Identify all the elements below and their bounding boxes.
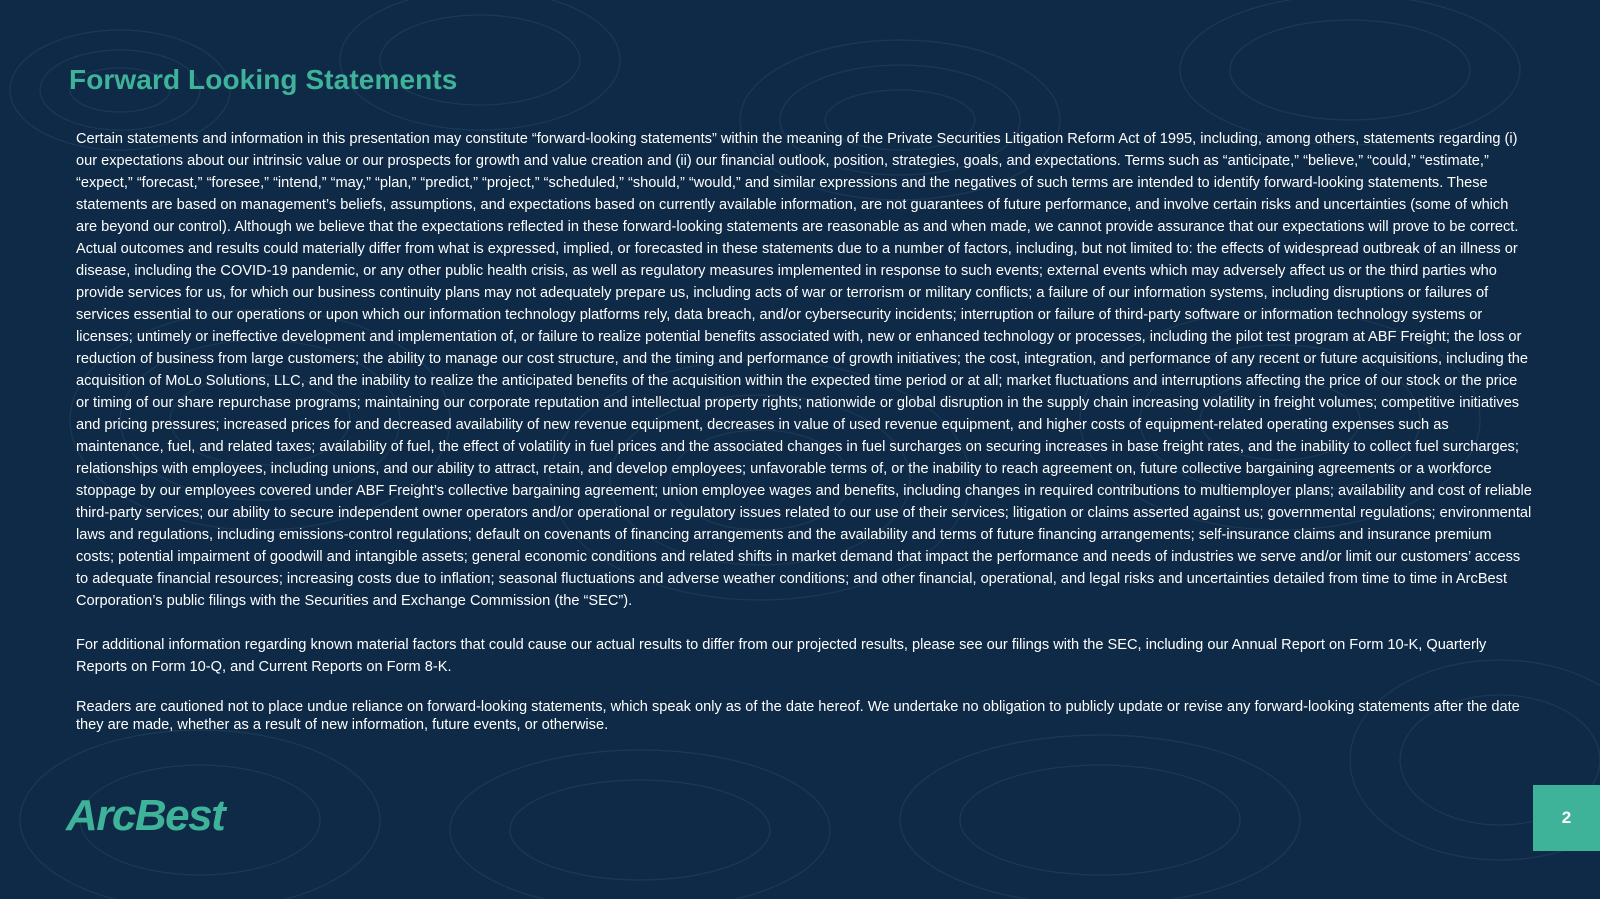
paragraph-forward-looking: Certain statements and information in this presentation may constitute “forward-looking statements” within the meaning of the Private Securities Litigation Reform Act of 1995, including, among others, statements regarding (i) our expectations about our intrinsic value or our prospects for growth and value creation and (ii) our financial outlook, position, strategies, goals, and expectations. Terms such as “anticipate,” “believe,” “could,” “estimate,” “expect,” “forecast,” “foresee,” “intend,” “may,” “plan,” “predict,” “project,” “scheduled,” “should,” “would,” and similar expressions and the negatives of such terms are intended to identify forward-looking statements. These statements are based on management’s beliefs, assumptions, and expectations based on currently available information, are not guarantees of future performance, and involve certain risks and uncertainties (some of which are beyond our control). Although we believe that the expectations reflected in these forward-looking statements are reasonable as and when made, we cannot provide assurance that our expectations will prove to be correct. Actual outcomes and results could materially differ from what is expressed, implied, or forecasted in these statements due to a number of factors, including, but not limited to: the effects of widespread outbreak of an illness or disease, including the COVID-19 pandemic, or any other public health crisis, as well as regulatory measures implemented in response to such events; external events which may adversely affect us or the third parties who provide services for us, for which our business continuity plans may not adequately prepare us, including acts of war or terrorism or military conflicts; a failure of our information systems, including disruptions or failures of services essential to our operations or upon which our information technology platforms rely, data breach, and/or cybersecurity incidents; interruption or failure of third-party software or information technology systems or licenses; untimely or ineffective development and implementation of, or failure to realize potential benefits associated with, new or enhanced technology or processes, including the pilot test program at ABF Freight; the loss or reduction of business from large customers; the ability to manage our cost structure, and the timing and performance of growth initiatives; the cost, integration, and performance of any recent or future acquisitions, including the acquisition of MoLo Solutions, LLC, and the inability to realize the anticipated benefits of the acquisition within the expected time period or at all; market fluctuations and interruptions affecting the price of our stock or the price or timing of our share repurchase programs; maintaining our corporate reputation and intellectual property rights; nationwide or global disruption in the supply chain increasing volatility in freight volumes; competitive initiatives and pricing pressures; increased prices for and decreased availability of new revenue equipment, decreases in value of used revenue equipment, and higher costs of equipment-related operating expenses such as maintenance, fuel, and related taxes; availability of fuel, the effect of volatility in fuel prices and the associated changes in fuel surcharges on securing increases in base freight rates, and the inability to collect fuel surcharges; relationships with employees, including unions, and our ability to attract, retain, and develop employees; unfavorable terms of, or the inability to reach agreement on, future collective bargaining agreements or a workforce stoppage by our employees covered under ABF Freight’s collective bargaining agreement; union employee wages and benefits, including changes in required contributions to multiemployer plans; availability and cost of reliable third-party services; our ability to secure independent owner operators and/or operational or regulatory issues related to our use of their services; litigation or claims asserted against us; governmental regulations; environmental laws and regulations, including emissions-control regulations; default on covenants of financing arrangements and the availability and terms of future financing arrangements; self-insurance claims and insurance premium costs; potential impairment of goodwill and intangible assets; general economic conditions and related shifts in market demand that impact the performance and needs of industries we serve and/or limit our customers’ access to adequate financial resources; increasing costs due to inflation; seasonal fluctuations and adverse weather conditions; and other financial, operational, and legal risks and uncertainties detailed from time to time in ArcBest Corporation’s public filings with the Securities and Exchange Commission (the “SEC”). [76,131,1532,609]
paragraph-caution: Readers are cautioned not to place undue reliance on forward-looking statements, which speak only as of the date hereof. We undertake no obligation to publicly update or revise any forward-looking statements after the date they are made, whether as a result of new information, future events, or otherwise. [76,699,1520,733]
page-number: 2 [1561,808,1572,827]
logo-text: ArcBest [66,792,225,838]
arcbest-logo [64,792,264,838]
paragraph-additional-information: For additional information regarding known material factors that could cause our actual results to differ from our projected results, please see our filings with the SEC, including our Annual Report on Form 10-K, Quarterly Reports on Form 10-Q, and Current Reports on Form 8-K. [76,637,1487,675]
page-number-badge [1533,785,1600,851]
slide-title: Forward Looking Statements [69,64,458,95]
body-text [76,128,1532,734]
